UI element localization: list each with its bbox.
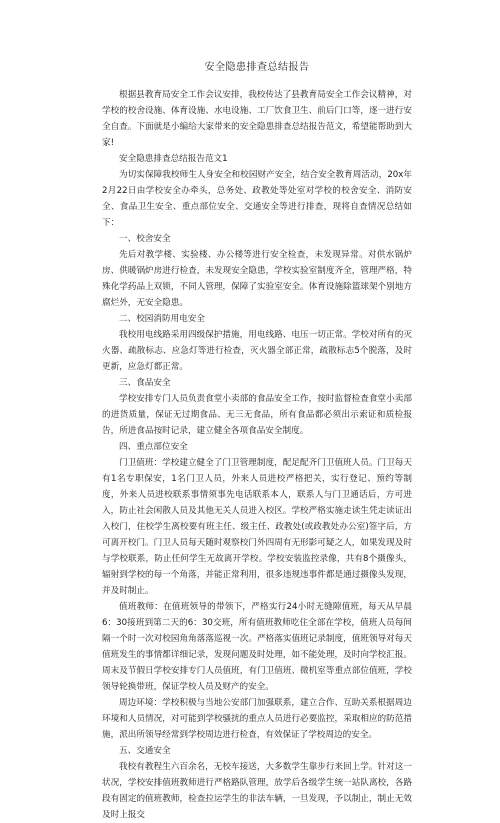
paragraph: 门卫值班：学校建立健全了门卫管理制度，配足配齐门卫值班人员。门卫每天有1名专职保安，1名门卫人员，外来人员进校严格把关，实行登记、预约等制度，外来人员进校联系事情须事先电话联系本人，联系人与门卫通话后，方可进入，防止社会闲散人员及其他无关人员进入校区。学校严格实施走读生凭走读证出入校门，住校学生离校要有班主任、级主任、政教处(或政教处办公室)签字后，方可离开校门。门卫人员每天随时观察校门外四周有无形影可疑之人，如果发现及时与学校联系，防止任何学生无故离开学校。学校安装监控录像，共有8个摄像头，辐射到学校的每一个角落，并能正常利用，很多违规违事件都是通过摄像头发现，并及时制止。: [102, 458, 412, 596]
section-heading: 一、校舍安全: [119, 234, 171, 244]
paragraph: 学校安排专门人员负责食堂小卖部的食品安全工作，按时监督检查食堂小卖部的进货质量，保证无过期食品、无三无食品，所有食品都必须出示索证和质检报告，所进食品按时记录，建立健全各项食品安全制度。: [102, 394, 412, 436]
document-title: 安全隐患排查总结报告: [204, 62, 310, 73]
section-heading: 三、食品安全: [119, 378, 171, 388]
paragraph: 根据县教育局安全工作会议安排，我校传达了县教育局安全工作会议精神，对学校的校舍设施、体育设施、水电设施、工厂饮食卫生、前后门口等，逐一进行安全自查。下面就是小编给大家带来的安全隐患排查总结报告范文，希望能帮助到大家!: [102, 90, 412, 148]
paragraph: 周边环境：学校积极与当地公安部门加强联系，建立合作、互助关系根据周边环境和人员情况，对可能到学校骚扰的重点人员进行必要监控，采取相应的防范措施，派出所领导经常到学校周边进行检查，有效保证了学校周边的安全。: [102, 698, 412, 740]
paragraph: 先后对教学楼、实验楼、办公楼等进行安全检查，未发现异常。对供水锅炉房、供暖锅炉房进行检查，未发现安全隐患，学校实验室制度齐全，管理严格，特殊化学药品上双锁，不同人管理，保障了实验室安全。体育设施除篮球架个别地方腐烂外，无安全隐患。: [102, 250, 412, 308]
section-heading: 四、重点部位安全: [119, 442, 188, 452]
paragraph: 我校用电线路采用四级保护措施，用电线路、电压一切正常。学校对所有的灭火器、疏散标志、应急灯等进行检查，灭火器全部正常，疏散标志5个脱落，及时更新，应急灯都正常。: [102, 330, 412, 372]
paragraph: 为切实保障我校师生人身安全和校园财产安全，结合安全教育周活动，20x年2月22日由学校安全办牵头，总务处、政教处等处室对学校的校舍安全、消防安全、食品卫生安全、重点部位安全、交通安全等进行排查，现将自查情况总结如下：: [102, 170, 412, 228]
section-heading: 二、校园消防用电安全: [119, 314, 205, 324]
paragraph: 值班教师：在值班领导的带领下，严格实行24小时无缝隙值班，每天从早晨6：30接班到第二天的6：30交班，所有值班教师吃住全部在学校，值班人员每间隔一个时一次对校园角角落落巡视一次。严格落实值班记录制度，值班领导对每天值班发生的事情都详细记录，发现问题及时处理，如不能处理，及时向学校汇报。周末及节假日学校安排专门人员值班，有门卫值班、微机室等重点部位值班，学校领导轮换带班，保证学校人员及财产的安全。: [102, 602, 412, 692]
document-body: [102, 87, 412, 823]
section-heading: 五、交通安全: [119, 746, 171, 756]
section-heading: 安全隐患排查总结报告范文1: [119, 154, 228, 164]
paragraph: 我校有教程生六百余名，无校车接送，大多数学生靠步行来回上学。针对这一状况，学校安排值班教师进行严格路队管理，放学后各级学生统一站队离校，各路段有固定的值班教师，检查拉运学生的非法车辆，一旦发现，予以制止，制止无效及时上报交: [102, 762, 412, 820]
